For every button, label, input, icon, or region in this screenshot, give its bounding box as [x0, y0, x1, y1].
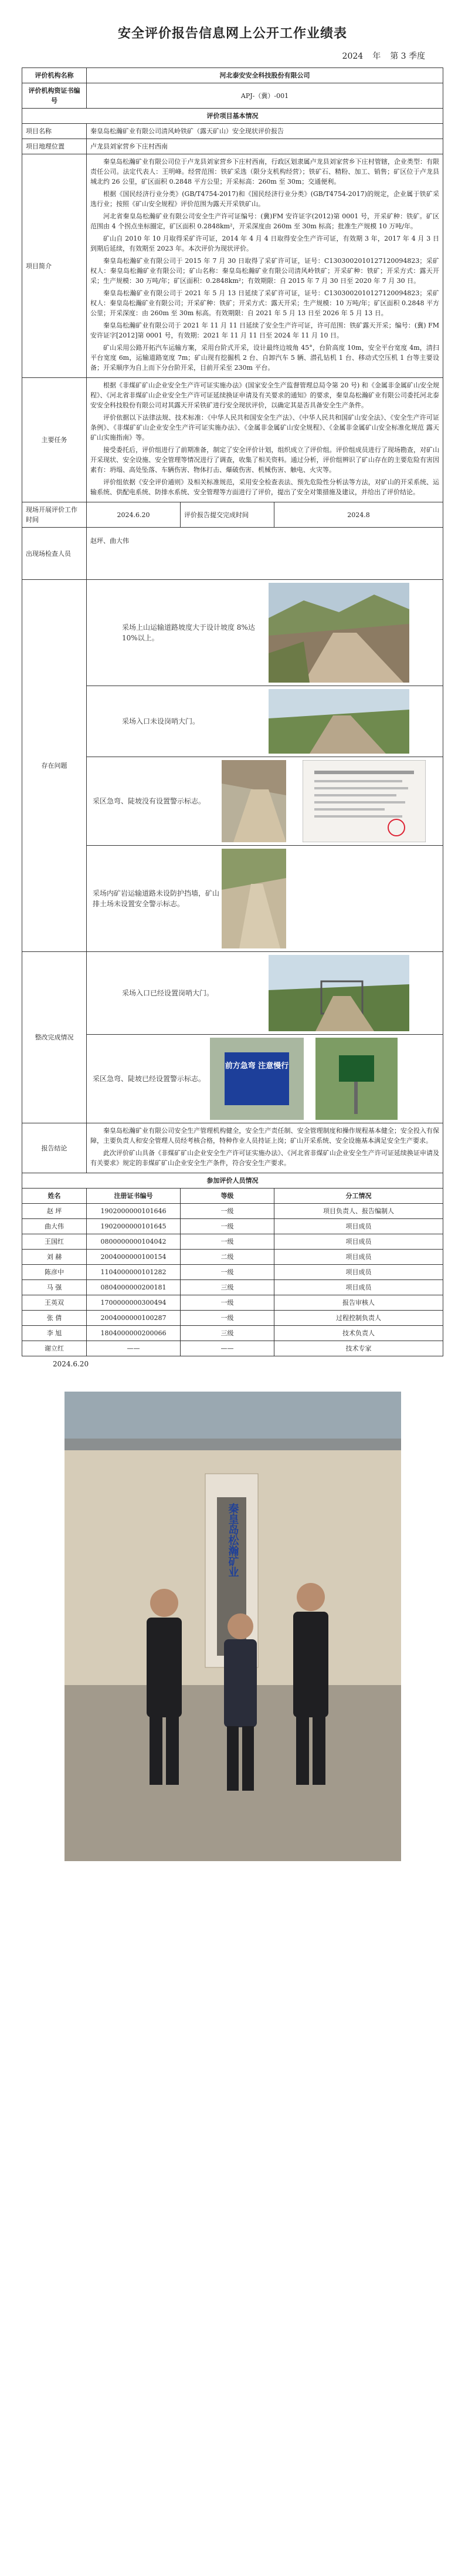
- intro-paragraph: 矿山自 2010 年 10 月取得采矿许可证，2014 年 4 月 4 日取得安全生产许可证，有效期 3 年，2017 年 4 月 3 日到期后延续，有效期至 2023 年。本次评价为现状评价。: [90, 235, 440, 252]
- issue-row-1: [22, 580, 443, 686]
- project-name-label: 项目名称: [22, 124, 86, 139]
- rectify-caption-2: 采区急弯、陡坡已经设置警示标志。: [92, 1075, 205, 1083]
- intro-paragraph: 秦皇岛松瀚矿业有限公司位于卢龙县刘家营乡下庄村西南，行政区划隶属卢龙县刘家营乡下庄村管辖，企业类型：有限责任公司。法定代表人：王明峰。经营范围：铁矿采选（限分支机构经营）；铁矿石、精粉、加工、销售；矿区位于卢龙县城北约 26 公里，矿区面积 0.2848 平方公里；开采标高：260m 至 30m；交通便利。: [90, 158, 440, 185]
- issue-caption-3: 采区急弯、陡坡没有设置警示标志。: [92, 797, 205, 805]
- org-row: [22, 68, 443, 83]
- main-task-row: [22, 378, 443, 502]
- rectify-label: 整改完成情况: [22, 952, 86, 1123]
- staff-role: 过程控制负责人: [274, 1311, 443, 1326]
- road-photo: [269, 583, 409, 683]
- table-row: [22, 1265, 443, 1280]
- staff-name: 马 强: [22, 1280, 86, 1295]
- warning-sign-photo-2: [315, 1038, 398, 1120]
- staff-role: 项目成员: [274, 1280, 443, 1295]
- table-row: [22, 1219, 443, 1234]
- haul-road-photo: [222, 849, 286, 948]
- staff-role: 项目成员: [274, 1265, 443, 1280]
- main-task-body: [86, 378, 443, 502]
- staff-header-name: 姓名: [22, 1189, 86, 1204]
- staff-header-role: 分工情况: [274, 1189, 443, 1204]
- issue-caption-4: 采场内矿岩运输道路未设防护挡墙，矿山排土场未设置安全警示标志。: [92, 889, 219, 908]
- staff-name: 张 倩: [22, 1311, 86, 1326]
- staff-level: 一级: [180, 1234, 274, 1250]
- gate-photo: [269, 689, 409, 754]
- issue-caption-1: 采场上山运输道路坡度大于设计坡度 8%达 10%以上。: [121, 623, 255, 642]
- staff-cert: 0800000000104042: [86, 1234, 180, 1250]
- staff-role: 项目成员: [274, 1219, 443, 1234]
- staff-name: 王英双: [22, 1295, 86, 1311]
- staff-role: 报告审核人: [274, 1295, 443, 1311]
- page-title: 安全评价报告信息网上公开工作业绩表: [117, 26, 347, 41]
- issues-label: 存在问题: [22, 580, 86, 952]
- people-label: 出现场检查人员: [22, 528, 86, 580]
- performance-table: [22, 67, 443, 1356]
- main-task-paragraph: 接受委托后，评价组进行了前期准备，制定了安全评价计划，组织成立了评价组。评价组成员进行了现场勘查，对矿山开采现状、安全设施、安全管理等情况进行了调查，收集了相关资料。通过分析，评价组辨识了矿山存在的主要危险有害因素有：坍塌、高处坠落、车辆伤害、物体打击、爆破伤害、机械伤害、触电、火灾等。: [90, 446, 440, 474]
- period-year: 2024: [342, 52, 364, 61]
- staff-header-cert: 注册证书编号: [86, 1189, 180, 1204]
- cert-value: APJ-（冀）-001: [86, 83, 443, 109]
- intro-paragraph: 根据《国民经济行业分类》(GB/T4754-2017)和《国民经济行业分类》(GB/T4754-2017)的规定，企业属于铁矿采选行业；按照《矿山安全规程》评价范围为露天开采铁矿山。: [90, 190, 440, 208]
- staff-level: 一级: [180, 1204, 274, 1219]
- project-intro-body: [86, 154, 443, 378]
- project-section-title: 评价项目基本情况: [22, 109, 443, 124]
- people-cell: [86, 528, 443, 580]
- staff-name: 谢立红: [22, 1341, 86, 1356]
- staff-cert: 1902000000101646: [86, 1204, 180, 1219]
- org-label: 评价机构名称: [22, 68, 86, 83]
- staff-name: 刘 赫: [22, 1250, 86, 1265]
- people-row: [22, 528, 443, 580]
- issue-cell-3: [86, 757, 443, 846]
- staff-name: 赵 坪: [22, 1204, 86, 1219]
- staff-level: 一级: [180, 1265, 274, 1280]
- cert-label: 评价机构资证书编号: [22, 83, 86, 109]
- table-row: [22, 1204, 443, 1219]
- issue-cell-2: [86, 686, 443, 757]
- staff-role: 技术专家: [274, 1341, 443, 1356]
- issue-cell-1: [86, 580, 443, 686]
- project-intro-row: [22, 154, 443, 378]
- table-row: [22, 1326, 443, 1341]
- staff-role: 项目成员: [274, 1234, 443, 1250]
- issue-caption-2: 采场入口未设岗哨大门。: [121, 717, 199, 725]
- org-value: 河北泰安安全科技股份有限公司: [86, 68, 443, 83]
- rectify-caption-1: 采场入口已经设置岗哨大门。: [121, 989, 213, 997]
- onsite-row: [22, 502, 443, 528]
- site-visit-photo: [65, 1392, 401, 1861]
- table-row: [22, 1341, 443, 1356]
- intro-paragraph: 秦皇岛松瀚矿业有限公司于 2021 年 11 月 11 日延续了安全生产许可证，许可范围：铁矿露天开采；编号：(冀) FM 安许证字[2012]第 0001 号，有效期：2021 年 11 月 11 日至 2024 年 11 月 10 日。: [90, 322, 440, 339]
- table-row: [22, 1234, 443, 1250]
- gate-sign-text: 秦皇岛松瀚矿业: [226, 1503, 239, 1577]
- conclusion-paragraph: 秦皇岛松瀚矿业有限公司安全生产管理机构健全，安全生产责任制、安全管理制度和操作规程基本健全；安全投入有保障，主要负责人和安全管理人员经考核合格，特种作业人员持证上岗；矿山开采系统、安全设施基本满足安全生产要求。: [90, 1127, 440, 1144]
- people-value: 赵坪、曲大伟: [90, 537, 129, 545]
- staff-level: 三级: [180, 1326, 274, 1341]
- main-task-paragraph: 评价组依据《安全评价通则》及相关标准规范，采用安全检查表法、预先危险性分析法等方法，对矿山的开采系统、运输系统、供配电系统、防排水系统、安全管理等方面进行了评价，提出了安全对策措施及建议，并给出了评价结论。: [90, 478, 440, 496]
- photo-date: 2024.6.20: [53, 1360, 89, 1368]
- conclusion-row: [22, 1123, 443, 1173]
- table-row: [22, 1295, 443, 1311]
- project-intro-label: 项目简介: [22, 154, 86, 378]
- project-name-value: 秦皇岛松瀚矿业有限公司清风岭铁矿（露天矿山）安全现状评价报告: [86, 124, 443, 139]
- report-period: [0, 50, 465, 62]
- site-visit-scene: [65, 1392, 401, 1861]
- main-task-paragraph: 根据《非煤矿矿山企业安全生产许可证实施办法》(国家安全生产监督管理总局令第 20 号) 和《金属非金属矿山安全规程》、《河北省非煤矿山企业安全生产许可证延续换证申请及有关要求的通知》的要求，秦皇岛松瀚矿业有限公司委托河北泰安安全科技股份有限公司对其露天开采铁矿进行安全现状评价，以确定其是否具备安全生产条件。: [90, 381, 440, 409]
- table-row: [22, 1250, 443, 1265]
- conclusion-paragraph: 此次评价矿山具备《非煤矿矿山企业安全生产许可证实施办法》、《河北省非煤矿山企业安全生产许可证延续换证申请及有关要求》规定的非煤矿矿山企业安全生产条件，符合安全生产要求。: [90, 1149, 440, 1167]
- staff-name: 王国红: [22, 1234, 86, 1250]
- curve-photo: [222, 760, 286, 842]
- staff-role: 技术负责人: [274, 1326, 443, 1341]
- staff-name: 陈彦中: [22, 1265, 86, 1280]
- intro-paragraph: 秦皇岛松瀚矿业有限公司于 2021 年 5 月 13 日延续了采矿许可证，证号：C1303002010127120094823；采矿权人：秦皇岛松瀚矿业有限公司；开采矿种：铁矿；开采方式：露天开采；生产规模：10 万吨/年；矿区面积 0.2848 平方公里；开采深度：由 260m 至 30m 标高。有效期限：自 2021 年 5 月 13 日至 2026 年 5 月 13 日。: [90, 289, 440, 317]
- document-photo: [303, 760, 426, 842]
- project-location-label: 项目地理位置: [22, 139, 86, 154]
- staff-level: 一级: [180, 1311, 274, 1326]
- report-complete-date: 2024.8: [274, 502, 443, 528]
- conclusion-body: [86, 1123, 443, 1173]
- staff-cert: 2004000000100287: [86, 1311, 180, 1326]
- project-section-row: [22, 109, 443, 124]
- staff-cert: 0804000000200181: [86, 1280, 180, 1295]
- staff-header-row: [22, 1189, 443, 1204]
- main-task-paragraph: 评价依据以下法律法规、技术标准：《中华人民共和国安全生产法》、《中华人民共和国矿山安全法》、《安全生产许可证条例》、《非煤矿矿山企业安全生产许可证实施办法》、《金属非金属矿山安全规程》、《金属非金属矿山安全标准化规范 露天矿山实施指南》等。: [90, 414, 440, 441]
- staff-cert: ——: [86, 1341, 180, 1356]
- rectify-cell-2: [86, 1035, 443, 1123]
- staff-cert: 2004000000100154: [86, 1250, 180, 1265]
- main-task-label: 主要任务: [22, 378, 86, 502]
- rectify-cell-1: [86, 952, 443, 1035]
- table-row: [22, 1280, 443, 1295]
- project-name-row: [22, 124, 443, 139]
- new-gate-photo: [269, 955, 409, 1031]
- staff-name: 李 旭: [22, 1326, 86, 1341]
- staff-level: 三级: [180, 1280, 274, 1295]
- staff-cert: 1700000000300494: [86, 1295, 180, 1311]
- project-location-value: 卢龙县刘家营乡下庄村西南: [86, 139, 443, 154]
- project-location-row: [22, 139, 443, 154]
- table-row: [22, 1311, 443, 1326]
- sign-text: 前方急弯 注意慢行: [225, 1062, 289, 1071]
- staff-level: 一级: [180, 1295, 274, 1311]
- staff-cert: 1804000000200066: [86, 1326, 180, 1341]
- staff-section-row: [22, 1173, 443, 1189]
- onsite-date: 2024.6.20: [86, 502, 180, 528]
- staff-level: 一级: [180, 1219, 274, 1234]
- intro-paragraph: 秦皇岛松瀚矿业有限公司于 2015 年 7 月 30 日取得了采矿许可证，证号：C1303002010127120094823；采矿权人：秦皇岛松瀚矿业有限公司；矿山名称：秦皇岛松瀚矿业有限公司清风岭铁矿；开采矿种：铁矿；开采方式：露天开采；生产规模：30 万吨/年；矿区面积：0.2848km²；有效期限：自 2015 年 7 月 30 日至 2020 年 7 月 30 日。: [90, 257, 440, 285]
- intro-paragraph: 河北省秦皇岛松瀚矿业有限公司安全生产许可证编号：(冀)FM 安许证字(2012)第 0001 号，开采矿种：铁矿。矿区范围由 4 个拐点坐标圈定，矿区面积 0.2848km²，开采深度由 260m 至 30m 标高；批准生产规模 10 万吨/年。: [90, 212, 440, 230]
- period-year-suffix: 年: [372, 52, 381, 61]
- intro-paragraph: 矿山采用公路开拓汽车运输方案，采用台阶式开采，设计最终边坡角 45°，台阶高度 10m，安全平台宽度 4m，清扫平台宽度 6m，运输道路宽度 7m；矿山现有挖掘机 2 台、自卸汽车 5 辆、潜孔钻机 1 台、移动式空压机 1 台等主要设备；开采顺序为自上而下分台阶开采，目前开采至 230m 平台。: [90, 344, 440, 372]
- staff-level: 二级: [180, 1250, 274, 1265]
- staff-name: 曲大伟: [22, 1219, 86, 1234]
- staff-role: 项目负责人、报告编制人: [274, 1204, 443, 1219]
- staff-section-title: 参加评价人员情况: [22, 1173, 443, 1189]
- staff-role: 项目成员: [274, 1250, 443, 1265]
- staff-cert: 1902000000101645: [86, 1219, 180, 1234]
- conclusion-label: 报告结论: [22, 1123, 86, 1173]
- cert-row: [22, 83, 443, 109]
- onsite-label: 现场开展评价工作时间: [22, 502, 86, 528]
- issue-cell-4: [86, 846, 443, 952]
- staff-header-level: 等级: [180, 1189, 274, 1204]
- report-complete-label: 评价报告提交完成时间: [180, 502, 274, 528]
- period-quarter: 第 3 季度: [390, 52, 425, 61]
- staff-level: ——: [180, 1341, 274, 1356]
- staff-cert: 1104000000101282: [86, 1265, 180, 1280]
- rectify-row-1: [22, 952, 443, 1035]
- warning-sign-photo-1: [210, 1038, 304, 1120]
